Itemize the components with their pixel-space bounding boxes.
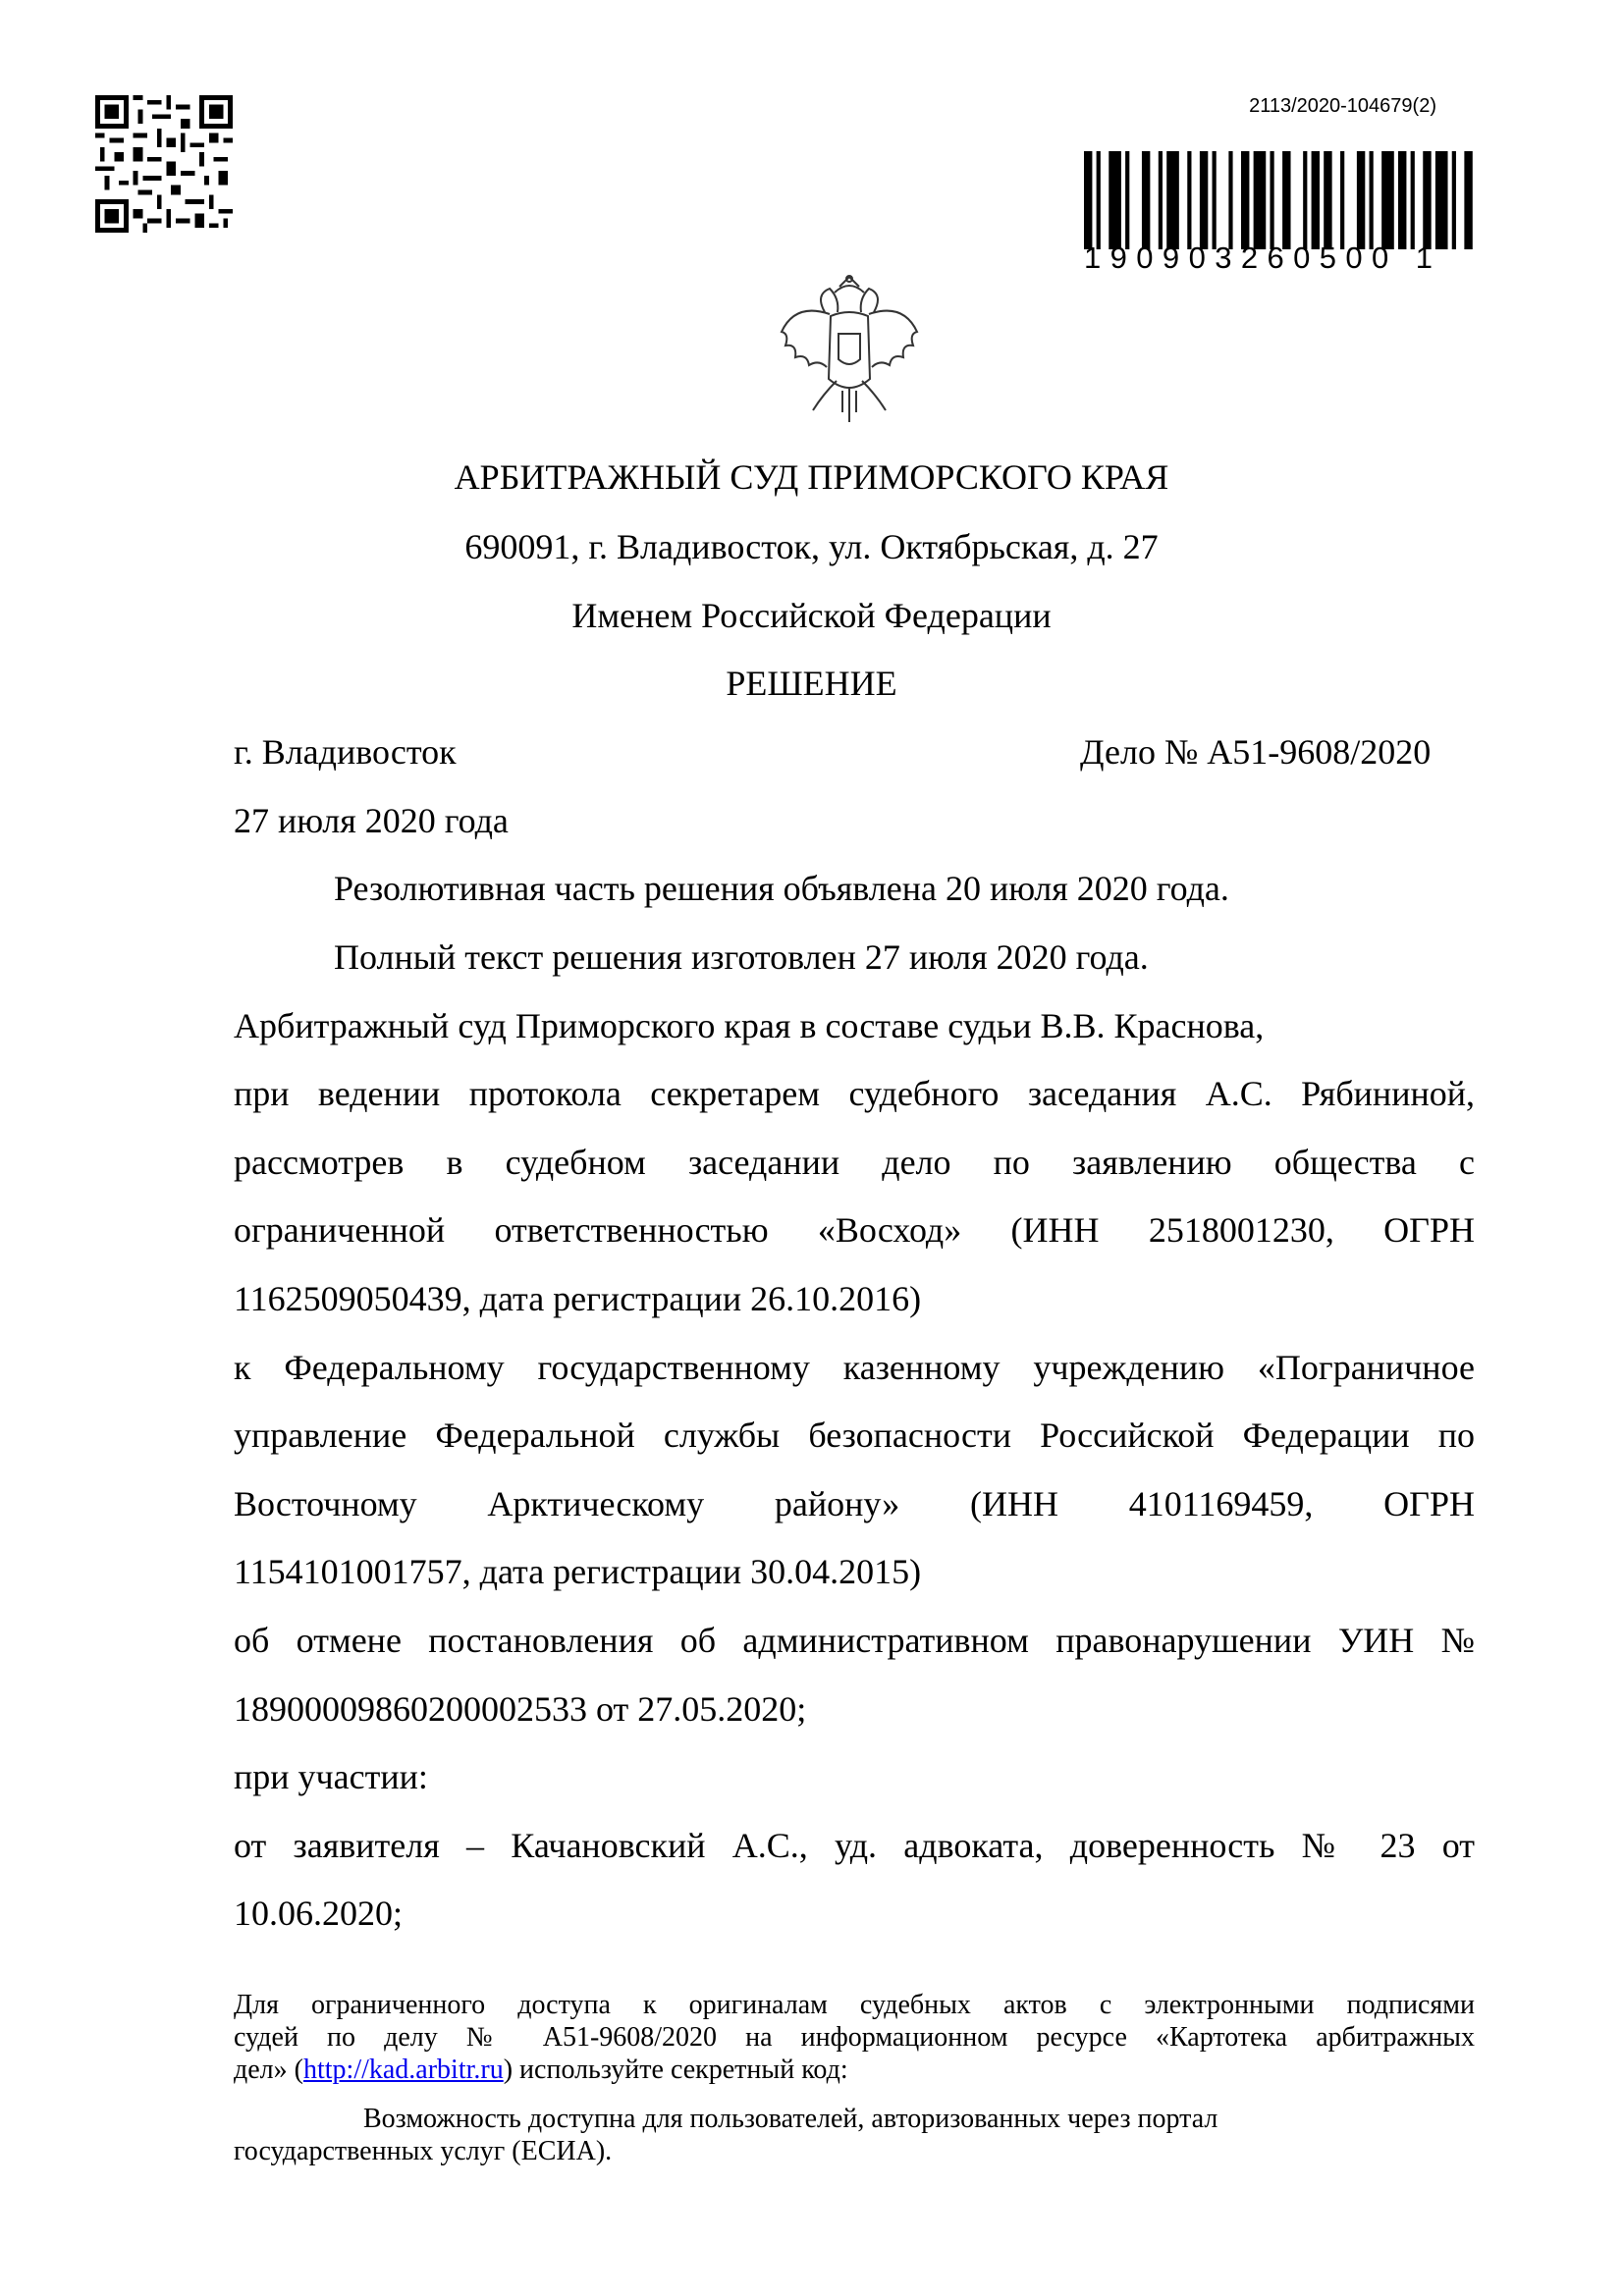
body-line: 1154101001757, дата регистрации 30.04.2015) [234,1552,922,1591]
document-code: 2113/2020-104679(2) [1249,95,1436,117]
footer-line: государственных услуг (ЕСИА). [234,2136,613,2166]
body-line: рассмотрев в судебном заседании дело по заявлению общества с [234,1143,1475,1182]
body-line: управление Федеральной службы безопасности Российской Федерации по [234,1415,1475,1455]
case-number: Дело № А51-9608/2020 [1080,732,1432,772]
body-line: ограниченной ответственностью «Восход» (ИНН 2518001230, ОГРН [234,1210,1475,1250]
body-line: от заявителя – Качановский А.С., уд. адвоката, доверенность № 23 от [234,1826,1475,1865]
court-address: 690091, г. Владивосток, ул. Октябрьская, д. 27 [464,527,1159,566]
footer-line-with-link [234,2055,1475,2086]
footer-line: судей по делу № А51-9608/2020 на информационном ресурсе «Картотека арбитражных [234,2022,1475,2053]
in-name-of-federation: Именем Российской Федерации [571,596,1052,635]
coat-of-arms-emblem [776,273,923,426]
footer-line: Возможность доступна для пользователей, авторизованных через портал [363,2104,1218,2134]
body-line: об отмене постановления об административном правонарушении УИН № [234,1621,1475,1660]
full-text-prepared-line: Полный текст решения изготовлен 27 июля 2020 года. [334,937,1149,977]
footer-text: ) используйте секретный код: [503,2055,848,2085]
court-name: АРБИТРАЖНЫЙ СУД ПРИМОРСКОГО КРАЯ [454,457,1169,497]
document-type: РЕШЕНИЕ [726,664,897,703]
kad-arbitr-link[interactable]: http://kad.arbitr.ru [302,2055,504,2085]
case-city: г. Владивосток [234,732,457,772]
body-line: к Федеральному государственному казенному учреждению «Пограничное [234,1348,1475,1387]
body-line: 10.06.2020; [234,1894,404,1933]
footer-text: дел» ( [234,2055,303,2085]
qr-code [95,95,233,233]
body-line: 18900009860200002533 от 27.05.2020; [234,1689,807,1729]
barcode-digits: 190903260500 1 [1084,240,1442,275]
body-line: Арбитражный суд Приморского края в составе судьи В.В. Краснова, [234,1006,1265,1045]
case-date: 27 июля 2020 года [234,801,509,840]
footer-line: Для ограниченного доступа к оригиналам судебных актов с электронными подписями [234,1990,1475,2020]
resolution-announced-line: Резолютивная часть решения объявлена 20 июля 2020 года. [334,869,1229,908]
body-line: при ведении протокола секретарем судебного заседания А.С. Рябининой, [234,1074,1475,1113]
barcode [1084,151,1477,249]
body-line: Восточному Арктическому району» (ИНН 4101169459, ОГРН [234,1484,1475,1523]
body-line: при участии: [234,1757,428,1796]
body-line: 1162509050439, дата регистрации 26.10.2016) [234,1279,922,1318]
